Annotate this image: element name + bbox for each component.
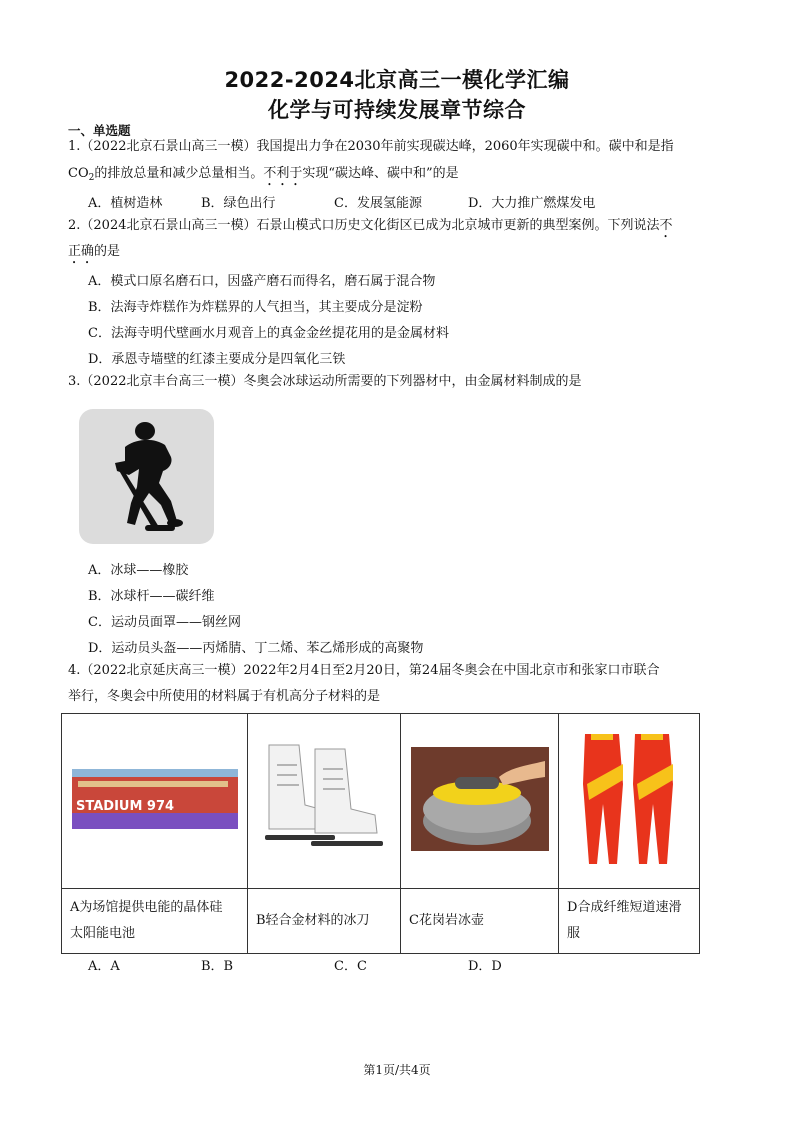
q3-option-d: D．运动员头盔——丙烯腈、丁二烯、苯乙烯形成的高聚物 (88, 641, 424, 656)
speed-skating-suit-photo (579, 724, 679, 874)
q4-cell-d-caption (559, 889, 700, 954)
q4-a-caption-line1: A为场馆提供电能的晶体硅 (70, 900, 223, 915)
q2-emphasis-1: 不 (659, 218, 673, 233)
page-footer: 第1页/共4页 (363, 1063, 431, 1077)
q4-cell-c-image (401, 714, 559, 889)
q4-cell-a-image (62, 714, 248, 889)
q3-option-b: B．冰球杆——碳纤维 (88, 589, 215, 604)
q4-option-c: C．C (334, 959, 367, 974)
q1-option-d: D．大力推广燃煤发电 (468, 196, 596, 211)
q4-cell-d-image (559, 714, 700, 889)
q2-option-b: B．法海寺炸糕作为炸糕界的人气担当，其主要成分是淀粉 (88, 300, 423, 315)
q1-end: 实现“碳达峰、碳中和”的是 (302, 166, 459, 181)
q2-option-d: D．承恩寺墙壁的红漆主要成分是四氧化三铁 (88, 352, 346, 367)
document-subtitle: 化学与可持续发展章节综合 (268, 98, 526, 122)
q4-option-d: D．D (468, 959, 502, 974)
q1-stem-line1: 1.（2022北京石景山高三一模）我国提出力争在2030年前实现碳达峰，2060年实现碳中和。碳中和是指 (68, 139, 674, 154)
q2-stem-line1 (68, 218, 673, 241)
q1-option-a: A．植树造林 (88, 196, 163, 211)
document-title: 2022-2024北京高三一模化学汇编 (224, 68, 570, 92)
q3-option-a: A．冰球——橡胶 (88, 563, 189, 578)
q2-stem-end: 的是 (94, 244, 121, 259)
q4-d-caption-line1: D合成纤维短道速滑 (567, 900, 682, 915)
q2-stem-line2 (68, 244, 120, 267)
q4-stem-line1: 4.（2022北京延庆高三一模）2022年2月4日至2月20日，第24届冬奥会在中国北京市和张家口市联合 (68, 663, 660, 678)
q1-emphasis: 不利于 (263, 166, 303, 181)
q1-co-subscript: 2 (88, 173, 95, 183)
q4-options-table (61, 713, 700, 954)
q4-cell-c-caption (401, 889, 559, 954)
section-heading: 一、单选题 (68, 123, 131, 138)
q3-option-c: C．运动员面罩——钢丝网 (88, 615, 241, 630)
q2-emphasis-2: 正确 (68, 244, 95, 259)
ice-hockey-picture (79, 409, 214, 544)
q1-option-b: B．绿色出行 (201, 196, 276, 211)
q3-stem: 3.（2022北京丰台高三一模）冬奥会冰球运动所需要的下列器材中，由金属材料制成的是 (68, 374, 582, 389)
q4-b-caption-line1: B轻合金材料的冰刀 (256, 913, 370, 928)
stadium-photo (72, 769, 238, 829)
ice-hockey-player-icon (79, 409, 214, 544)
q1-co: CO (68, 166, 89, 181)
q1-stem-line2 (68, 166, 459, 189)
q4-cell-a-caption (62, 889, 248, 954)
q4-c-caption-line1: C花岗岩冰壶 (409, 913, 484, 928)
q4-option-b: B．B (201, 959, 234, 974)
stadium-sign: STADIUM 974 (75, 799, 174, 814)
q4-a-caption-line2: 太阳能电池 (70, 926, 136, 941)
q1-rest: 的排放总量和减少总量相当。 (94, 166, 264, 181)
q2-stem-pre: 2.（2024北京石景山高三一模）石景山模式口历史文化街区已成为北京城市更新的典型案例。下列说法 (68, 218, 660, 233)
q2-option-c: C．法海寺明代壁画水月观音上的真金金丝提花用的是金属材料 (88, 326, 449, 341)
q4-cell-b-caption (248, 889, 401, 954)
q2-option-a: A．模式口原名磨石口，因盛产磨石而得名，磨石属于混合物 (88, 274, 436, 289)
q4-d-caption-line2: 服 (567, 926, 581, 941)
q4-cell-b-image (248, 714, 401, 889)
q1-option-c: C．发展氢能源 (334, 196, 422, 211)
q4-stem-line2: 举行，冬奥会中所使用的材料属于有机高分子材料的是 (68, 689, 381, 704)
curling-stone-photo (411, 747, 549, 851)
q4-option-a: A．A (88, 959, 120, 974)
ice-skates-photo (257, 735, 391, 863)
